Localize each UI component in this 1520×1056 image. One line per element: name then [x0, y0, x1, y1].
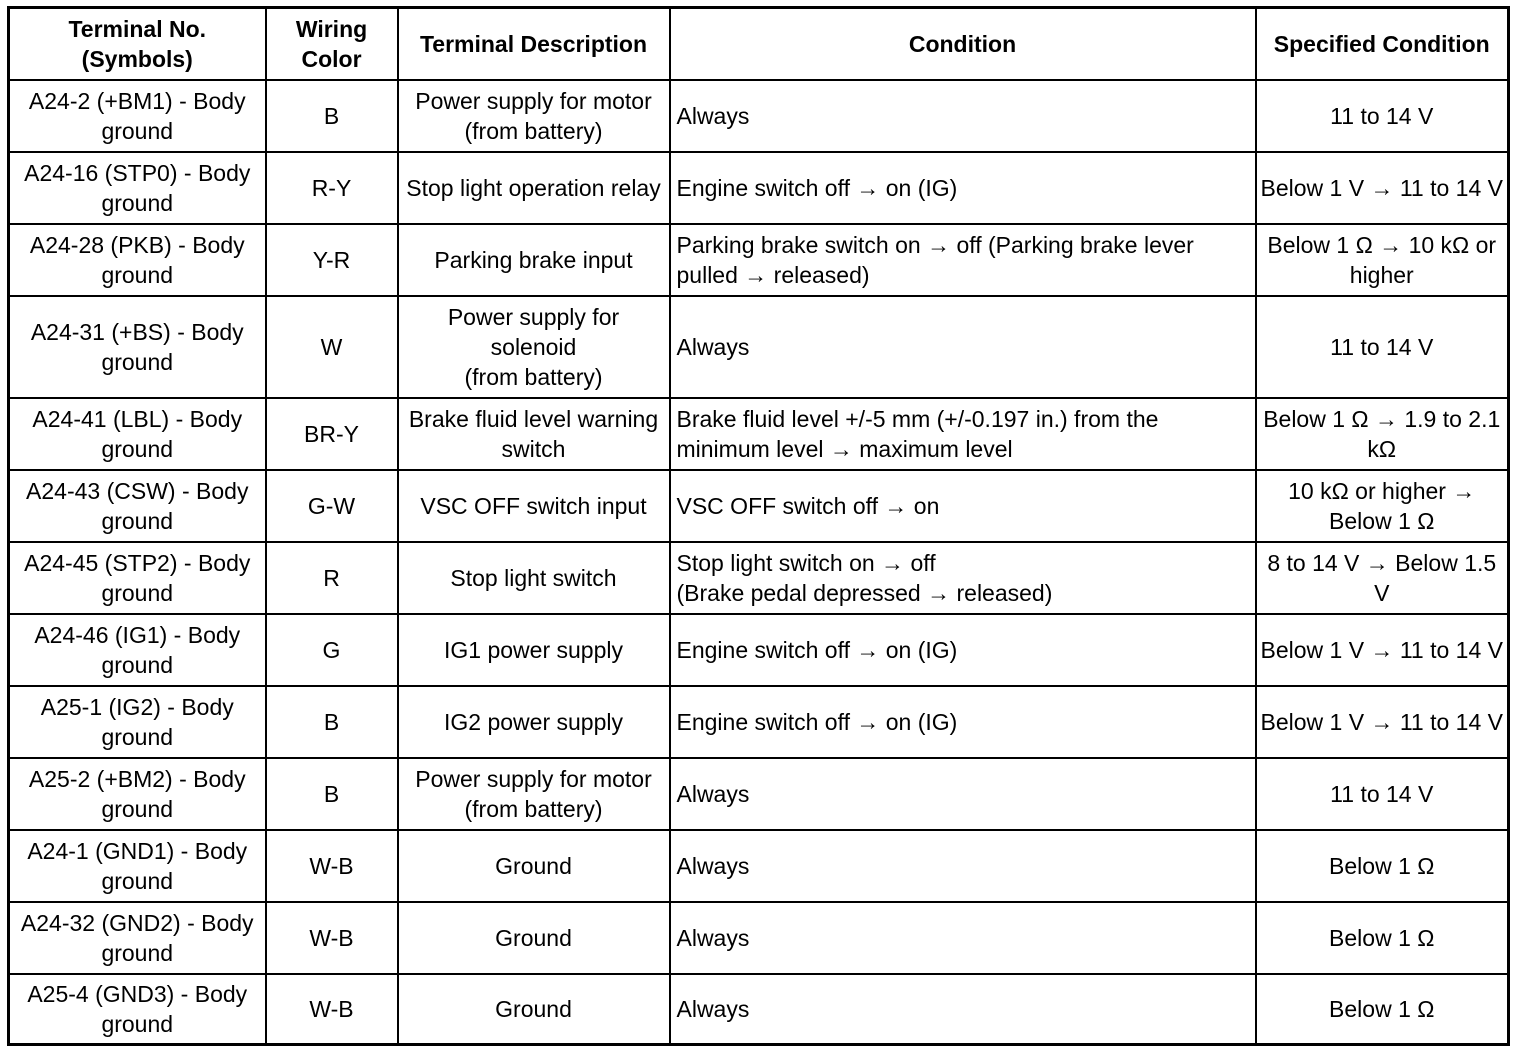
specified-condition-cell: 8 to 14 V → Below 1.5 V [1256, 542, 1509, 614]
condition-cell: Parking brake switch on → off (Parking brake lever pulled → released) [670, 224, 1256, 296]
terminal-cell: A24-43 (CSW) - Body ground [9, 470, 266, 542]
table-row [9, 614, 1509, 686]
condition-cell: Always [670, 296, 1256, 398]
table-row [9, 152, 1509, 224]
wiring-color-cell: W-B [266, 830, 398, 902]
description-cell: Power supply for solenoid (from battery) [398, 296, 670, 398]
terminal-cell: A25-4 (GND3) - Body ground [9, 974, 266, 1045]
table-row [9, 758, 1509, 830]
table-row [9, 902, 1509, 974]
terminal-cell: A24-31 (+BS) - Body ground [9, 296, 266, 398]
terminal-cell: A24-16 (STP0) - Body ground [9, 152, 266, 224]
wiring-color-cell: R [266, 542, 398, 614]
description-cell: Brake fluid level warning switch [398, 398, 670, 470]
header-condition: Condition [670, 8, 1256, 81]
condition-cell: Engine switch off → on (IG) [670, 152, 1256, 224]
description-cell: Ground [398, 902, 670, 974]
header-terminal-no: Terminal No. (Symbols) [9, 8, 266, 81]
terminal-cell: A24-28 (PKB) - Body ground [9, 224, 266, 296]
specified-condition-cell: Below 1 Ω → 1.9 to 2.1 kΩ [1256, 398, 1509, 470]
specified-condition-cell: Below 1 Ω [1256, 830, 1509, 902]
condition-cell: Always [670, 80, 1256, 152]
description-cell: Power supply for motor (from battery) [398, 80, 670, 152]
specified-condition-cell: 11 to 14 V [1256, 296, 1509, 398]
description-cell: Ground [398, 830, 670, 902]
header-specified-condition: Specified Condition [1256, 8, 1509, 81]
terminal-cell: A24-46 (IG1) - Body ground [9, 614, 266, 686]
terminal-cell: A24-32 (GND2) - Body ground [9, 902, 266, 974]
wiring-color-cell: G [266, 614, 398, 686]
table-row [9, 470, 1509, 542]
description-cell: Power supply for motor (from battery) [398, 758, 670, 830]
wiring-color-cell: W [266, 296, 398, 398]
wiring-color-cell: B [266, 758, 398, 830]
condition-cell: Brake fluid level +/-5 mm (+/-0.197 in.) from the minimum level → maximum level [670, 398, 1256, 470]
table-row [9, 542, 1509, 614]
table-row [9, 80, 1509, 152]
wiring-color-cell: B [266, 686, 398, 758]
table-row [9, 398, 1509, 470]
specified-condition-cell: Below 1 Ω → 10 kΩ or higher [1256, 224, 1509, 296]
terminal-cell: A24-41 (LBL) - Body ground [9, 398, 266, 470]
wiring-color-cell: G-W [266, 470, 398, 542]
specified-condition-cell: Below 1 Ω [1256, 974, 1509, 1045]
terminal-cell: A24-45 (STP2) - Body ground [9, 542, 266, 614]
table-header-row [9, 8, 1509, 81]
terminal-cell: A24-1 (GND1) - Body ground [9, 830, 266, 902]
specified-condition-cell: 11 to 14 V [1256, 80, 1509, 152]
description-cell: Stop light switch [398, 542, 670, 614]
description-cell: IG2 power supply [398, 686, 670, 758]
terminal-cell: A25-1 (IG2) - Body ground [9, 686, 266, 758]
specified-condition-cell: Below 1 V → 11 to 14 V [1256, 686, 1509, 758]
terminal-spec-table [7, 6, 1510, 1046]
header-wiring-color: Wiring Color [266, 8, 398, 81]
table-row [9, 974, 1509, 1045]
specified-condition-cell: 11 to 14 V [1256, 758, 1509, 830]
condition-cell: Always [670, 758, 1256, 830]
wiring-color-cell: Y-R [266, 224, 398, 296]
table-row [9, 686, 1509, 758]
condition-cell: Always [670, 830, 1256, 902]
wiring-color-cell: W-B [266, 902, 398, 974]
specified-condition-cell: Below 1 Ω [1256, 902, 1509, 974]
specified-condition-cell: Below 1 V → 11 to 14 V [1256, 614, 1509, 686]
description-cell: VSC OFF switch input [398, 470, 670, 542]
condition-cell: VSC OFF switch off → on [670, 470, 1256, 542]
table-row [9, 224, 1509, 296]
wiring-color-cell: R-Y [266, 152, 398, 224]
description-cell: IG1 power supply [398, 614, 670, 686]
wiring-color-cell: B [266, 80, 398, 152]
table-row [9, 296, 1509, 398]
condition-cell: Engine switch off → on (IG) [670, 614, 1256, 686]
table-row [9, 830, 1509, 902]
specified-condition-cell: 10 kΩ or higher → Below 1 Ω [1256, 470, 1509, 542]
wiring-color-cell: BR-Y [266, 398, 398, 470]
wiring-color-cell: W-B [266, 974, 398, 1045]
condition-cell: Stop light switch on → off (Brake pedal depressed → released) [670, 542, 1256, 614]
description-cell: Parking brake input [398, 224, 670, 296]
condition-cell: Engine switch off → on (IG) [670, 686, 1256, 758]
description-cell: Ground [398, 974, 670, 1045]
header-terminal-description: Terminal Description [398, 8, 670, 81]
condition-cell: Always [670, 902, 1256, 974]
description-cell: Stop light operation relay [398, 152, 670, 224]
specified-condition-cell: Below 1 V → 11 to 14 V [1256, 152, 1509, 224]
terminal-cell: A24-2 (+BM1) - Body ground [9, 80, 266, 152]
terminal-cell: A25-2 (+BM2) - Body ground [9, 758, 266, 830]
condition-cell: Always [670, 974, 1256, 1045]
